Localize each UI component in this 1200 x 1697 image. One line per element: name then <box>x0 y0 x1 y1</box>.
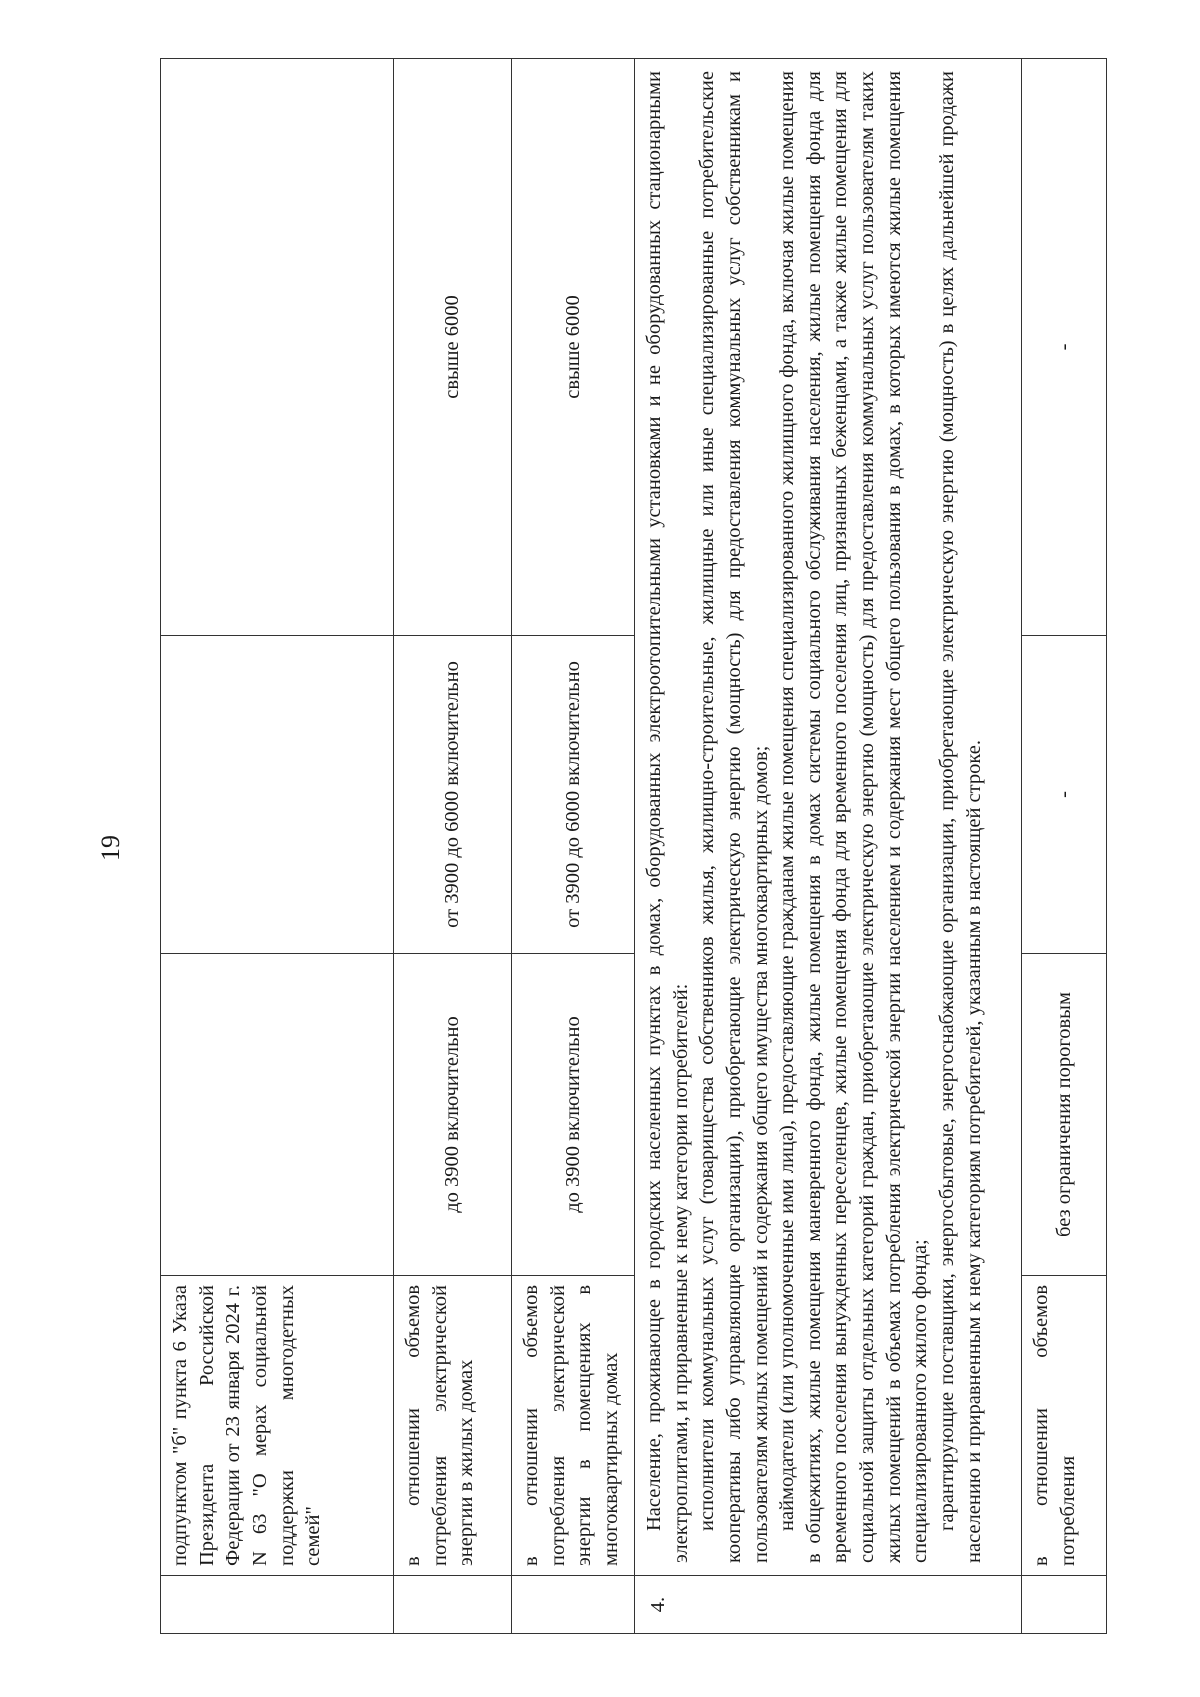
table-row <box>1022 59 1107 1634</box>
rotated-table-page <box>160 58 1086 1634</box>
number-cell <box>161 1576 394 1634</box>
range-cell: свыше 6000 <box>394 59 512 636</box>
range-cell: без ограничения пороговым <box>1022 954 1107 1276</box>
page-number: 19 <box>96 835 125 861</box>
table-row <box>394 59 512 1634</box>
table-row <box>635 59 1022 1634</box>
range-cell <box>161 59 394 636</box>
range-cell <box>161 954 394 1276</box>
range-cell: от 3900 до 6000 включительно <box>394 636 512 954</box>
number-cell <box>1022 1576 1107 1634</box>
description-paragraph: Население, проживающее в городских населенных пунктах в домах, оборудованных электроотопительными установками и не оборудованных стационарными электроплитами, и приравненные к нему категории потребителей: <box>643 71 692 1563</box>
range-cell <box>161 636 394 954</box>
decree-reference-cell: подпунктом "б" пункта 6 Указа Президента Российской Федерации от 23 января 2024 г. N 63 "О мерах социальной поддержки многодетных семей" <box>161 1276 394 1576</box>
description-paragraph: исполнители коммунальных услуг (товарищества собственников жилья, жилищно-строительные, жилищные или иные специализированные потребительские кооперативы либо управляющие организации), приобретающие электрическую энергию (мощность) для предоставления коммунальных услуг собственникам и пользователям жилых помещений и содержания общего имущества многоквартирных домов; <box>696 71 772 1563</box>
consumption-label-cell: в отношении объемов потребления электрической энергии в помещениях в многоквартирных домах <box>512 1276 635 1576</box>
tariff-table <box>160 58 1107 1634</box>
consumption-label-cell: в отношении объемов потребления <box>1022 1276 1107 1576</box>
range-cell: - <box>1022 59 1107 636</box>
number-cell <box>512 1576 635 1634</box>
range-cell: свыше 6000 <box>512 59 635 636</box>
consumer-category-description <box>635 59 1022 1576</box>
range-cell: - <box>1022 636 1107 954</box>
range-cell: от 3900 до 6000 включительно <box>512 636 635 954</box>
table-row <box>161 59 394 1634</box>
table-row <box>512 59 635 1634</box>
description-paragraph: наймодатели (или уполномоченные ими лица), предоставляющие гражданам жилые помещения специализированного жилищного фонда, включая жилые помещения в общежитиях, жилые помещения маневренного фонда, жилые помещения в домах системы социального обслуживания населения, жилые помещения фонда для временного поселения вынужденных переселенцев, жилые помещения фонда для временного поселения лиц, признанных беженцами, а также жилые помещения для социальной защиты отдельных категорий граждан, приобретающие электрическую энергию (мощность) для предоставления коммунальных услуг пользователям таких жилых помещений в объемах потребления электрической энергии населением и содержания мест общего пользования в домах, в которых имеются жилые помещения специализированного жилого фонда; <box>776 71 932 1563</box>
description-paragraph: гарантирующие поставщики, энергосбытовые, энергоснабжающие организации, приобретающие электрическую энергию (мощность) в целях дальнейшей продажи населению и приравненным к нему категориям потребителей, указанным в настоящей строке. <box>936 71 985 1563</box>
range-cell: до 3900 включительно <box>512 954 635 1276</box>
row-number: 4. <box>635 1576 1022 1634</box>
number-cell <box>394 1576 512 1634</box>
range-cell: до 3900 включительно <box>394 954 512 1276</box>
consumption-label-cell: в отношении объемов потребления электрической энергии в жилых домах <box>394 1276 512 1576</box>
